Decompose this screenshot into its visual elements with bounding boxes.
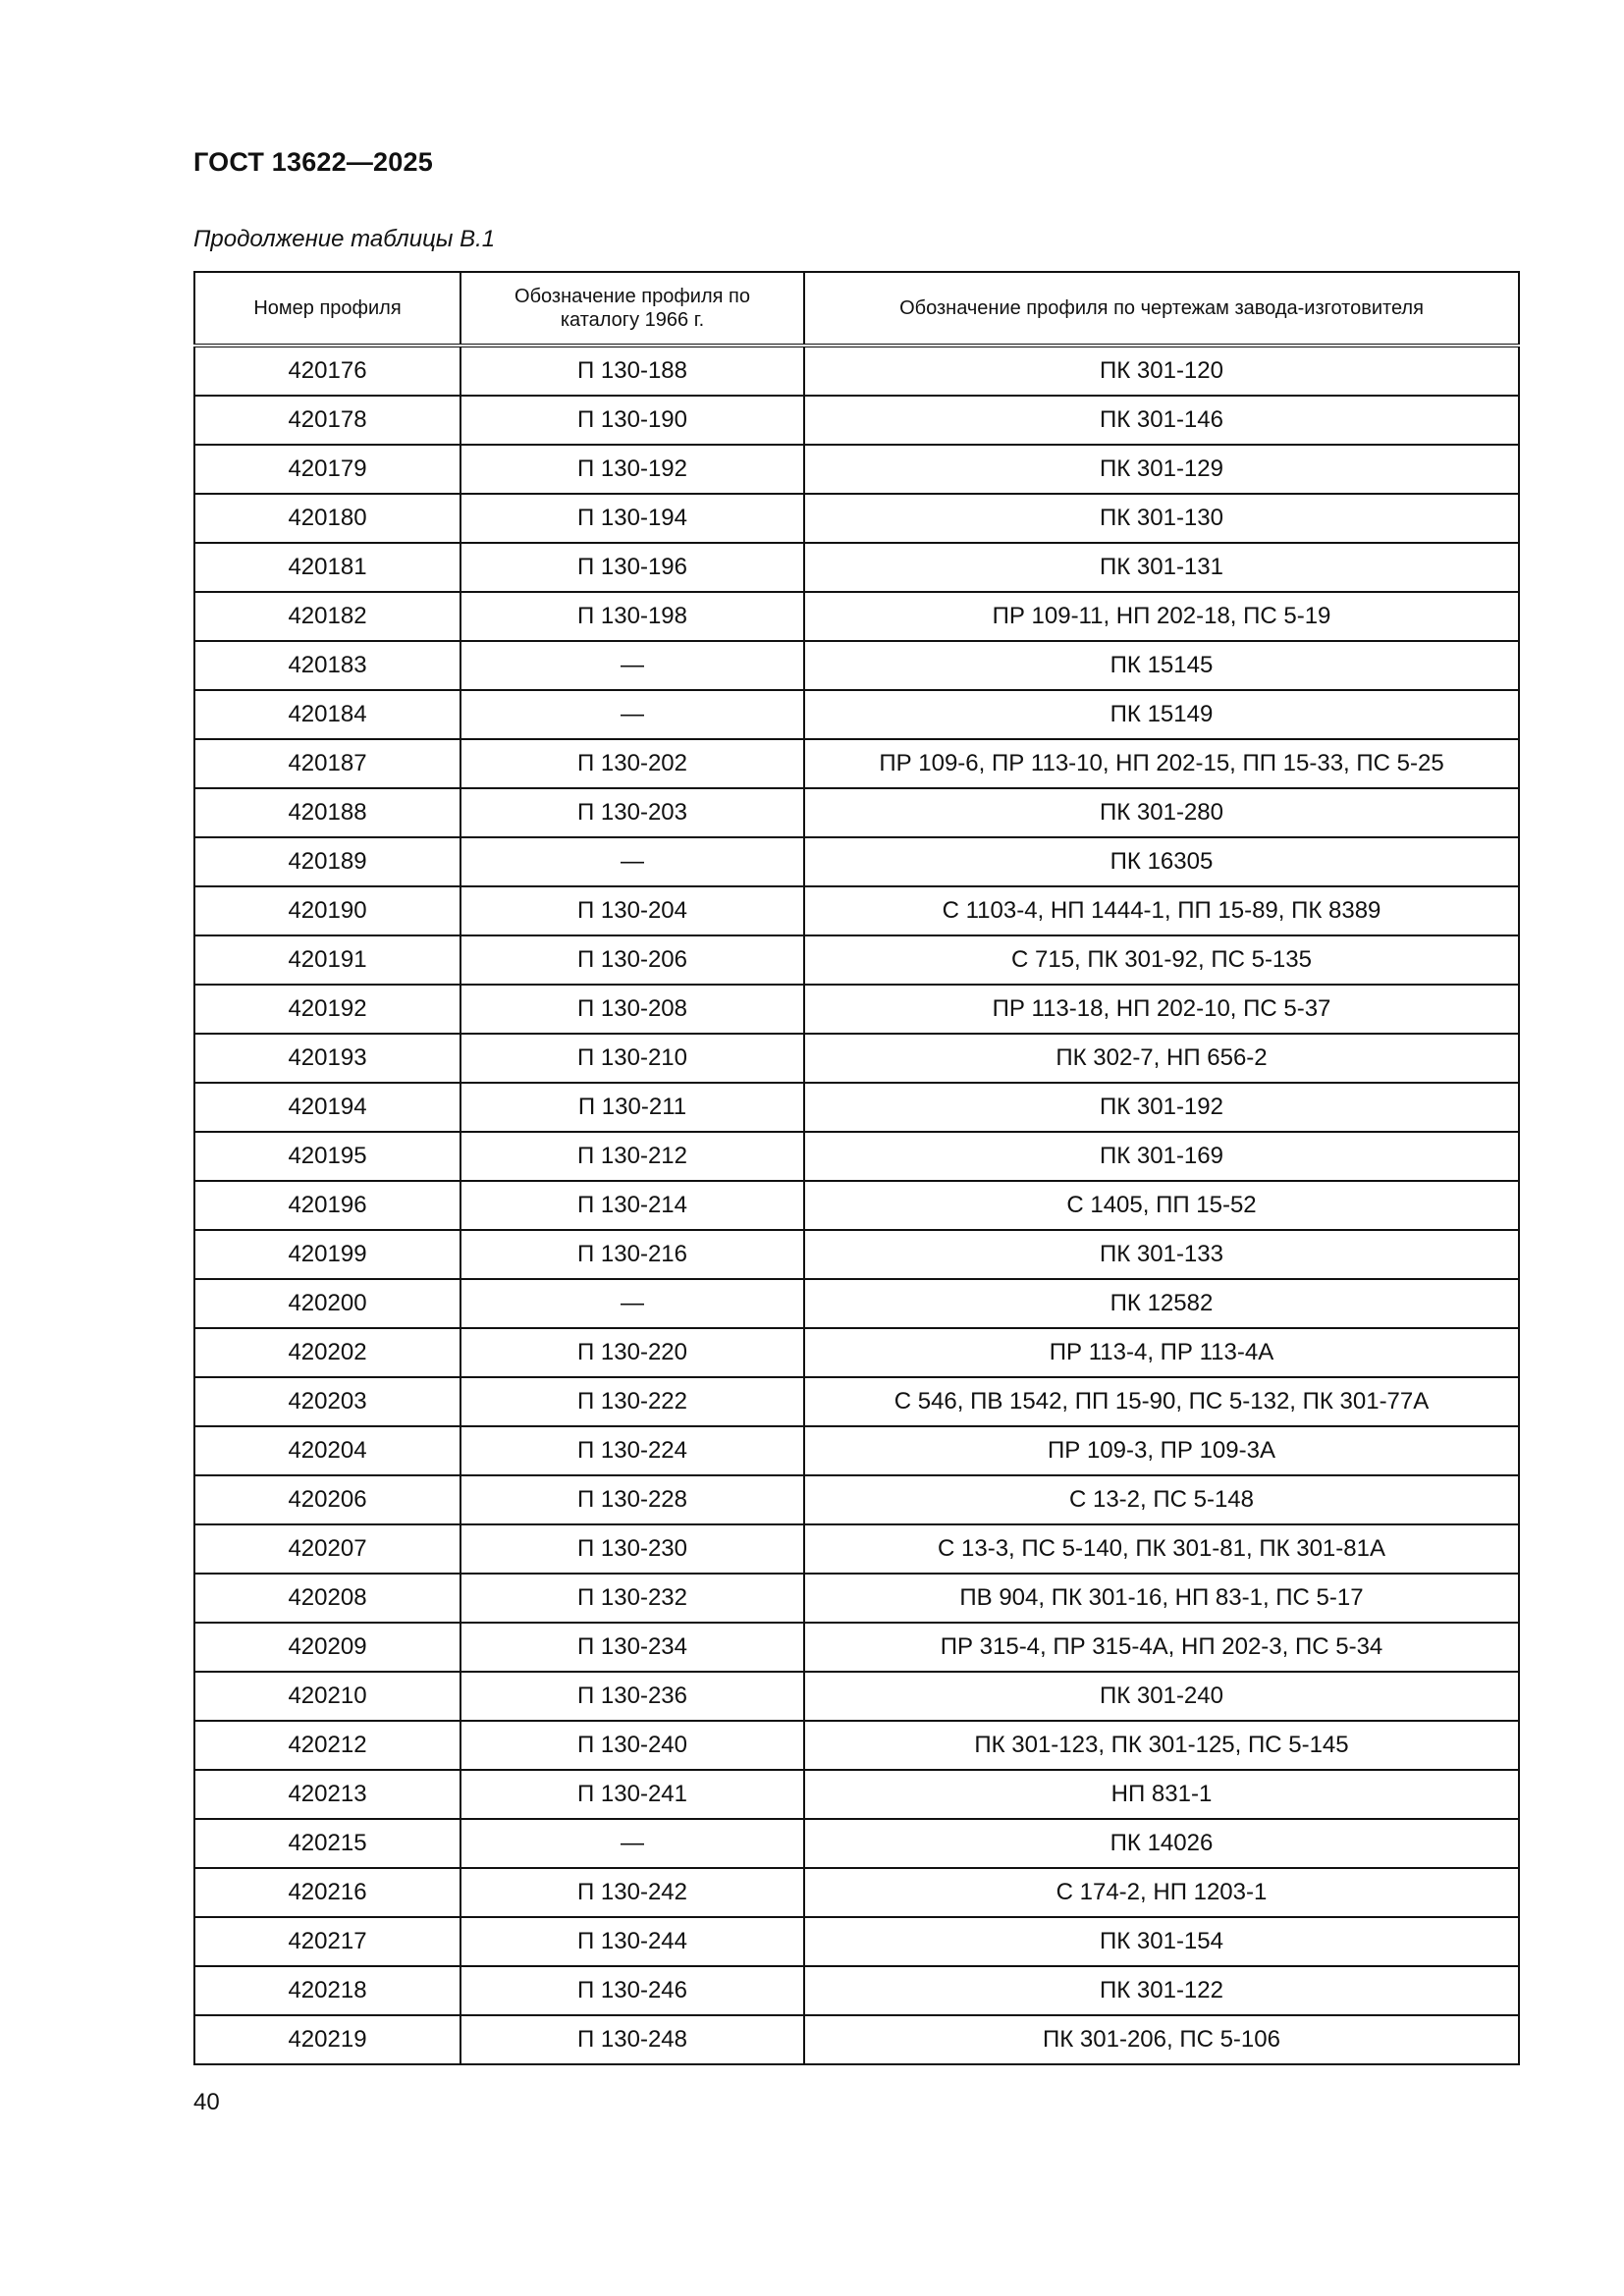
factory-designation-cell: ПК 301-240 [804, 1672, 1519, 1721]
catalog-designation-cell: П 130-246 [460, 1966, 804, 2015]
catalog-designation-cell: П 130-248 [460, 2015, 804, 2064]
factory-designation-cell: ПК 15145 [804, 641, 1519, 690]
profile-number-cell: 420195 [194, 1132, 460, 1181]
profile-number-cell: 420216 [194, 1868, 460, 1917]
catalog-designation-cell: — [460, 1819, 804, 1868]
catalog-designation-cell: П 130-224 [460, 1426, 804, 1475]
factory-designation-cell: ПК 301-146 [804, 396, 1519, 445]
profile-number-cell: 420206 [194, 1475, 460, 1524]
profile-number-cell: 420196 [194, 1181, 460, 1230]
profile-number-cell: 420200 [194, 1279, 460, 1328]
column-header-profile-number: Номер профиля [194, 272, 460, 346]
profile-number-cell: 420215 [194, 1819, 460, 1868]
catalog-designation-cell: П 130-242 [460, 1868, 804, 1917]
factory-designation-cell: ПК 12582 [804, 1279, 1519, 1328]
table-row [194, 690, 1519, 739]
profile-number-cell: 420212 [194, 1721, 460, 1770]
table-row [194, 837, 1519, 886]
table-row [194, 1230, 1519, 1279]
profile-number-cell: 420182 [194, 592, 460, 641]
factory-designation-cell: С 715, ПК 301-92, ПС 5-135 [804, 935, 1519, 985]
catalog-designation-cell: П 130-210 [460, 1034, 804, 1083]
profile-number-cell: 420178 [194, 396, 460, 445]
table-row [194, 2015, 1519, 2064]
catalog-designation-cell: — [460, 690, 804, 739]
factory-designation-cell: ПК 301-280 [804, 788, 1519, 837]
table-caption: Продолжение таблицы В.1 [193, 226, 496, 252]
table-row [194, 1721, 1519, 1770]
table-row [194, 1868, 1519, 1917]
profile-number-cell: 420192 [194, 985, 460, 1034]
table-body [194, 346, 1519, 2064]
table-row [194, 1524, 1519, 1574]
factory-designation-cell: ПР 315-4, ПР 315-4А, НП 202-3, ПС 5-34 [804, 1623, 1519, 1672]
table-row [194, 1475, 1519, 1524]
profile-number-cell: 420184 [194, 690, 460, 739]
catalog-designation-cell: П 130-228 [460, 1475, 804, 1524]
factory-designation-cell: ПР 109-3, ПР 109-3А [804, 1426, 1519, 1475]
table-row [194, 886, 1519, 935]
factory-designation-cell: ПК 15149 [804, 690, 1519, 739]
profile-number-cell: 420188 [194, 788, 460, 837]
table-row [194, 346, 1519, 396]
factory-designation-cell: ПК 14026 [804, 1819, 1519, 1868]
catalog-designation-cell: П 130-211 [460, 1083, 804, 1132]
profile-number-cell: 420179 [194, 445, 460, 494]
table-row [194, 1770, 1519, 1819]
factory-designation-cell: ПК 16305 [804, 837, 1519, 886]
column-header-catalog-designation: Обозначение профиля по каталогу 1966 г. [460, 272, 804, 346]
catalog-designation-cell: П 130-220 [460, 1328, 804, 1377]
profile-number-cell: 420187 [194, 739, 460, 788]
catalog-designation-cell: П 130-216 [460, 1230, 804, 1279]
table-header [194, 272, 1519, 346]
profile-number-cell: 420202 [194, 1328, 460, 1377]
table-row [194, 1328, 1519, 1377]
factory-designation-cell: ПР 113-4, ПР 113-4А [804, 1328, 1519, 1377]
catalog-designation-cell: П 130-234 [460, 1623, 804, 1672]
table-row [194, 1574, 1519, 1623]
factory-designation-cell: ПВ 904, ПК 301-16, НП 83-1, ПС 5-17 [804, 1574, 1519, 1623]
page-number: 40 [193, 2089, 220, 2115]
table-row [194, 494, 1519, 543]
table-row [194, 1426, 1519, 1475]
factory-designation-cell: ПР 109-6, ПР 113-10, НП 202-15, ПП 15-33, ПС 5-25 [804, 739, 1519, 788]
table-row [194, 1034, 1519, 1083]
table-row [194, 641, 1519, 690]
factory-designation-cell: С 1103-4, НП 1444-1, ПП 15-89, ПК 8389 [804, 886, 1519, 935]
catalog-designation-cell: П 130-208 [460, 985, 804, 1034]
factory-designation-cell: ПК 302-7, НП 656-2 [804, 1034, 1519, 1083]
profile-number-cell: 420210 [194, 1672, 460, 1721]
header-row [194, 272, 1519, 346]
document-header: ГОСТ 13622—2025 [193, 147, 433, 177]
profile-number-cell: 420219 [194, 2015, 460, 2064]
profile-number-cell: 420191 [194, 935, 460, 985]
catalog-designation-cell: П 130-190 [460, 396, 804, 445]
catalog-designation-cell: П 130-188 [460, 346, 804, 396]
table-row [194, 1377, 1519, 1426]
table-row [194, 1279, 1519, 1328]
profile-number-cell: 420209 [194, 1623, 460, 1672]
table-row [194, 985, 1519, 1034]
catalog-designation-cell: П 130-196 [460, 543, 804, 592]
factory-designation-cell: ПК 301-192 [804, 1083, 1519, 1132]
table-row [194, 1623, 1519, 1672]
factory-designation-cell: С 546, ПВ 1542, ПП 15-90, ПС 5-132, ПК 301-77А [804, 1377, 1519, 1426]
catalog-designation-cell: П 130-203 [460, 788, 804, 837]
profile-number-cell: 420218 [194, 1966, 460, 2015]
table-row [194, 1132, 1519, 1181]
factory-designation-cell: С 13-2, ПС 5-148 [804, 1475, 1519, 1524]
table-row [194, 1181, 1519, 1230]
table-row [194, 739, 1519, 788]
catalog-designation-cell: П 130-240 [460, 1721, 804, 1770]
profile-number-cell: 420190 [194, 886, 460, 935]
profile-number-cell: 420189 [194, 837, 460, 886]
table-row [194, 1966, 1519, 2015]
profile-number-cell: 420180 [194, 494, 460, 543]
table-row [194, 935, 1519, 985]
factory-designation-cell: ПК 301-169 [804, 1132, 1519, 1181]
catalog-designation-cell: П 130-232 [460, 1574, 804, 1623]
catalog-designation-cell: П 130-244 [460, 1917, 804, 1966]
catalog-designation-cell: П 130-204 [460, 886, 804, 935]
factory-designation-cell: ПК 301-131 [804, 543, 1519, 592]
catalog-designation-cell: П 130-222 [460, 1377, 804, 1426]
catalog-designation-cell: П 130-194 [460, 494, 804, 543]
table-row [194, 543, 1519, 592]
profile-number-cell: 420181 [194, 543, 460, 592]
factory-designation-cell: ПК 301-129 [804, 445, 1519, 494]
catalog-designation-cell: П 130-214 [460, 1181, 804, 1230]
table-row [194, 1083, 1519, 1132]
catalog-designation-cell: П 130-192 [460, 445, 804, 494]
table-row [194, 592, 1519, 641]
catalog-designation-cell: П 130-230 [460, 1524, 804, 1574]
profile-number-cell: 420204 [194, 1426, 460, 1475]
table-row [194, 788, 1519, 837]
factory-designation-cell: ПК 301-123, ПК 301-125, ПС 5-145 [804, 1721, 1519, 1770]
column-header-factory-designation: Обозначение профиля по чертежам завода-изготовителя [804, 272, 1519, 346]
profile-number-cell: 420217 [194, 1917, 460, 1966]
factory-designation-cell: НП 831-1 [804, 1770, 1519, 1819]
factory-designation-cell: ПР 113-18, НП 202-10, ПС 5-37 [804, 985, 1519, 1034]
table-row [194, 1917, 1519, 1966]
factory-designation-cell: ПК 301-120 [804, 346, 1519, 396]
profile-number-cell: 420208 [194, 1574, 460, 1623]
factory-designation-cell: С 13-3, ПС 5-140, ПК 301-81, ПК 301-81А [804, 1524, 1519, 1574]
factory-designation-cell: ПК 301-206, ПС 5-106 [804, 2015, 1519, 2064]
factory-designation-cell: ПК 301-130 [804, 494, 1519, 543]
catalog-designation-cell: — [460, 641, 804, 690]
catalog-designation-cell: — [460, 1279, 804, 1328]
factory-designation-cell: ПК 301-154 [804, 1917, 1519, 1966]
catalog-designation-cell: — [460, 837, 804, 886]
factory-designation-cell: ПК 301-133 [804, 1230, 1519, 1279]
profiles-table [193, 271, 1520, 2065]
catalog-designation-cell: П 130-236 [460, 1672, 804, 1721]
profile-number-cell: 420176 [194, 346, 460, 396]
catalog-designation-cell: П 130-198 [460, 592, 804, 641]
catalog-designation-cell: П 130-212 [460, 1132, 804, 1181]
factory-designation-cell: С 1405, ПП 15-52 [804, 1181, 1519, 1230]
table-row [194, 1672, 1519, 1721]
profile-number-cell: 420183 [194, 641, 460, 690]
profile-number-cell: 420203 [194, 1377, 460, 1426]
table-row [194, 396, 1519, 445]
catalog-designation-cell: П 130-241 [460, 1770, 804, 1819]
profile-number-cell: 420213 [194, 1770, 460, 1819]
profile-number-cell: 420194 [194, 1083, 460, 1132]
factory-designation-cell: ПР 109-11, НП 202-18, ПС 5-19 [804, 592, 1519, 641]
table-row [194, 1819, 1519, 1868]
catalog-designation-cell: П 130-202 [460, 739, 804, 788]
catalog-designation-cell: П 130-206 [460, 935, 804, 985]
factory-designation-cell: ПК 301-122 [804, 1966, 1519, 2015]
profile-number-cell: 420193 [194, 1034, 460, 1083]
profile-number-cell: 420199 [194, 1230, 460, 1279]
profile-number-cell: 420207 [194, 1524, 460, 1574]
factory-designation-cell: С 174-2, НП 1203-1 [804, 1868, 1519, 1917]
table-row [194, 445, 1519, 494]
